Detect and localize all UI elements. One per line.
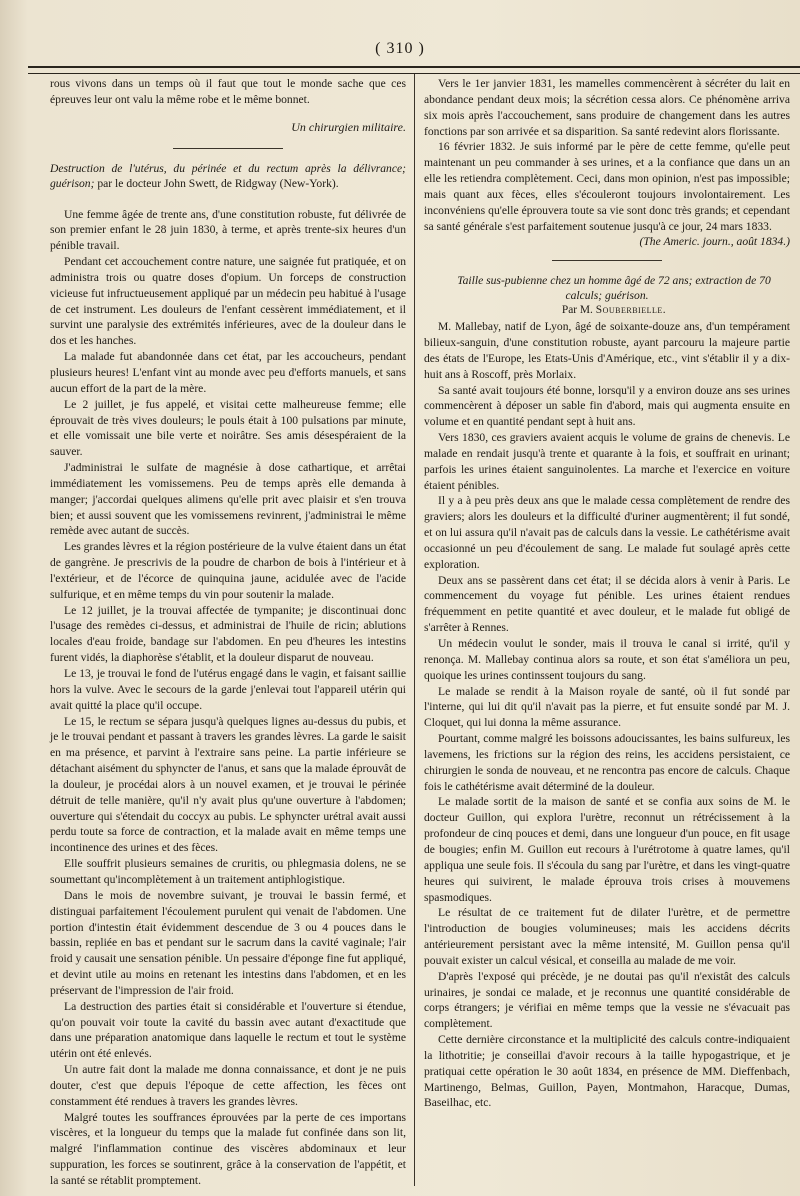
paragraph: M. Mallebay, natif de Lyon, âgé de soixante-douze ans, d'un tempérament bilieux-sanguin, d'une constitution robuste, ayant parcouru la majeure partie des états de l'Europe, les Etats-Unis d'Amérique, etc., vint s'établir il y a dix-huit ans à Roscoff, près Morlaix. [424,320,790,381]
paragraph: Le résultat de ce traitement fut de dilater l'urètre, et de permettre l'introduction de bougies volumineuses; mais les accidens décrits antérieurement persistant avec la même intensité, M. Guillon pensa qu'il pouvait exister un calcul vésical, et conseilla au malade de me voir. [424,906,790,967]
paragraph: Le malade se rendit à la Maison royale de santé, où il fut sondé par l'interne, qui lui dit qu'il n'avait pas la pierre, et fut ensuite sondé par M. J. Cloquet, qui lui donna la même assurance. [424,684,790,730]
right-column [424,76,790,1111]
paragraph: Un médecin voulut le sonder, mais il trouva le canal si irrité, qu'il y renonça. M. Mallebay continua alors sa route, et son état s'améliora un peu, quoique les urines continssent toujours du sang. [424,637,790,682]
paragraph: Il y a à peu près deux ans que le malade cessa complètement de rendre des graviers; alors les douleurs et la difficulté d'uriner augmentèrent; il fut sondé, et on lui assura qu'il n'avait pas de calculs dans la vessie. Le cathétérisme avait occasionné un peu d'écoulement de sang. Le malade fut soulagé après cette exploration. [424,494,790,571]
paragraph: Le 13, je trouvai le fond de l'utérus engagé dans le vagin, et faisant saillie hors la vulve. Avec le secours de la garde j'enlevai tout l'appareil utérin qui avait quitté la place qu'il occupe. [50,667,406,712]
paragraph: Sa santé avait toujours été bonne, lorsqu'il y a environ douze ans ses urines commencèrent à déposer un sable fin d'abord, mais qui augmenta ensuite en volume et en quantité pendant sept à huit ans. [424,383,790,429]
paragraph: Un autre fait dont la malade me donna connaissance, et dont je ne puis douter, c'est que depuis l'époque de cette affection, les fèces ont constamment été rendues à travers les grandes lèvres. [50,1063,406,1108]
paragraph: Malgré toutes les souffrances éprouvées par la perte de ces importans viscères, et la longueur du temps que la malade fut confinée dans son lit, malgré l'inflammation continue des viscères abdominaux et leur suppuration, les forces se soutinrent, grâce à la conservation de l'appétit, et la santé se rétablit promptement. [50,1110,406,1187]
article-author [424,303,790,319]
left-column [50,76,406,1189]
article-title [50,161,406,191]
header-rule [28,66,800,74]
paragraph: Vers 1830, ces graviers avaient acquis le volume de grains de chenevis. Le malade en rendait jusqu'à trente et quarante à la fois, et souffrait en urinant; parfois les urines étaient sanguinolentes. La marche et l'exercice en voiture étaient pénibles. [424,431,790,492]
signature: Un chirurgien militaire. [291,119,406,134]
paragraph: Cette dernière circonstance et la multiplicité des calculs contre-indiquaient la lithotritie; je conseillai d'avoir recours à la taille hypogastrique, et je pratiquai cette opération le 30 août 1834, en présence de MM. Dieffenbach, Martinengo, Belmas, Guillon, Payen, Montmahon, Haracque, Dumas, Baseilhac, etc. [424,1033,790,1110]
article-title-italic: Destruction de l'utérus, du périnée et du rectum après la délivrance; guérison; [50,161,406,190]
paragraph: J'administrai le sulfate de magnésie à dose cathartique, et arrêtai immédiatement les vomissemens. Peu de temps après elle demanda à manger; j'accordai quelques alimens qu'elle prit avec plaisir et s'en trouva bien; et aussi souvent que les vomissemens revinrent, j'administrai le même remède avec autant de succès. [50,461,406,538]
paragraph: La destruction des parties était si considérable et l'ouverture si étendue, qu'on pouvait voir toute la cavité du bassin avec autant d'exactitude que dans une préparation anatomique dans laquelle le rectum et tout le système utérin ont été enlevés. [50,999,406,1061]
paragraph: Le malade sortit de la maison de santé et se confia aux soins de M. le docteur Guillon, qui explora l'urètre, reconnut un rétrécissement à la profondeur de cinq pouces et demi, dans une longueur d'un pouce, en fit usage de bougies; enfin M. Guillon eut recours à l'urétrotome à quatre lames, qu'il appliqua une seule fois. Il s'écoula du sang par l'urètre, et dans les vingt-quatre heures qui suivirent, le malade éprouva trois crises à mouvemens spasmodiques. [424,795,790,904]
paragraph: Le 15, le rectum se sépara jusqu'à quelques lignes au-dessus du pubis, et je le trouvai pendant et passant à travers les grandes lèvres. La garde le saisit en ma présence, et parvint à l'extraire sans peine. La partie inférieure se détachant aisément du sphyncter de l'anus, et sans que la malade éprouvât de la douleur, je procédai alors à un nouvel examen, et je trouvai le périnée détruit de telle manière, qu'il n'y avait plus qu'une ouverture à l'abdomen; ouverture qui s'étendait du coccyx au pubis. Le sphyncter urétral avait aussi perdu toute sa force de contraction, et la malade avait en même temps une incontinence des urines et des fèces. [50,714,406,855]
column-divider [414,74,415,1186]
paragraph: Les grandes lèvres et la région postérieure de la vulve étaient dans un état de gangrène. Je prescrivis de la poudre de charbon de bois à l'intérieur et à l'extérieur, et de l'écorce de quinquina jaune, acidulée avec de l'acide sulfurique, et en même temps du vin pour soutenir la malade. [50,540,406,601]
paragraph: Dans le mois de novembre suivant, je trouvai le bassin fermé, et distinguai parfaitement l'écoulement purulent qui venait de l'abdomen. Une portion d'intestin était évidemment descendue de 3 ou 4 pouces dans le bassin, repliée en bas et pendant sur le sacrum dans la cavité vaginale; l'air froid y causait une sensation pénible. Un pessaire d'éponge fine fut appliqué, et devint utile au moins en retenant les intestins dans l'abdomen, et en les préservant de l'impression de l'air froid. [50,888,406,997]
paragraph: Elle souffrit plusieurs semaines de cruritis, ou phlegmasia dolens, ne se soumettant qu'incomplètement à un traitement antiphlogistique. [50,857,406,886]
paragraph: Deux ans se passèrent dans cet état; il se décida alors à venir à Paris. Le commencement du voyage fut pénible. Les urines étaient rendues fréquemment en petite quantité et avec douleur, et le malade fut obligé de s'arrêter à Rennes. [424,573,790,635]
journal-reference: (The Americ. journ., août 1834.) [639,235,790,249]
author-prefix: Par M. [561,304,596,317]
paragraph: La malade fut abandonnée dans cet état, par les accoucheurs, pendant plusieurs heures! L'enfant vint au monde avec peu d'efforts manuels, et sans aucun effort de la part de la mère. [50,350,406,395]
page-number: ( 310 ) [375,40,425,57]
article-title-author: par le docteur John Swett, de Ridgway (New-York). [94,176,339,190]
article-title: Taille sus-pubienne chez un homme âgé de 72 ans; extraction de 70 calculs; guérison. [457,274,771,303]
paragraph: Pendant cet accouchement contre nature, une saignée fut pratiquée, et on administra trois ou quatre doses d'opium. Un forceps de construction vicieuse fut infructueusement appliqué par un médecin peu habitué à l'usage de cet instrument. Les douleurs de l'enfant cessèrent immédiatement, et il survint une paralysie des extrémités inférieures, avec de la douleur dans le dos et les hanches. [50,255,406,348]
paragraph: Le 2 juillet, je fus appelé, et visitai cette malheureuse femme; elle éprouvait de très vives douleurs; le pouls était à 100 pulsations par minute, et elle vomissait une bile verte et noirâtre. Ses amis désespéraient de la sauver. [50,397,406,459]
paragraph: 16 février 1832. Je suis informé par le père de cette femme, qu'elle peut maintenant un peu commander à ses urines, et a la confiance que dans un an elle les retiendra complètement. Ceci, dans mon opinion, n'est pas impossible; mais quant aux fèces, elles s'écouleront toujours involontairement. Les inconvéniens qu'elle éprouvera toute sa vie sont donc très grands; et cependant sa santé générale s'est parfaitement soutenue jusqu'à ce jour, 24 mars 1833. [424,140,790,233]
paragraph: Vers le 1er janvier 1831, les mamelles commencèrent à sécréter du lait en abondance pendant deux mois; la sécrétion cessa alors. Ce phénomène arriva six mois après l'accouchement, sans produire de changement dans les autres fonctions par son arrivée et sa disparition. Sa santé redevint alors florissante. [424,77,790,138]
section-separator [173,148,283,149]
paragraph: D'après l'exposé qui précède, je ne doutai pas qu'il n'existât des calculs urinaires, je sondai ce malade, et je reconnus une quantité considérable de corps étrangers; je vérifiai en même temps que la vessie ne s'évacuait pas complètement. [424,969,790,1031]
paragraph: Le 12 juillet, je la trouvai affectée de tympanite; je discontinuai donc l'usage des remèdes ci-dessus, et administrai de l'huile de ricin; ablutions locales d'eau froide, bandage sur l'abdomen. En peu d'heures les intestins furent vidés, la diaphorèse s'établit, et la douleur disparut de nouveau. [50,603,406,665]
paragraph: Une femme âgée de trente ans, d'une constitution robuste, fut délivrée de son premier enfant le 28 juin 1830, à terme, et après trente-six heures d'un pénible travail. [50,207,406,253]
author-name: Souberbielle. [595,304,667,317]
continued-text: rous vivons dans un temps où il faut que tout le monde sache que ces épreuves leur ont valu la même robe et le même bonnet. [50,77,406,106]
section-separator [552,260,662,261]
paragraph: Pourtant, comme malgré les boissons adoucissantes, les bains sulfureux, les lavemens, les frictions sur la région des reins, les accidens persistaient, ce chirurgien le sonda de nouveau, et ne rencontra pas encore de calculs. Chaque fois le cathétérisme avait déterminé de la douleur. [424,732,790,793]
